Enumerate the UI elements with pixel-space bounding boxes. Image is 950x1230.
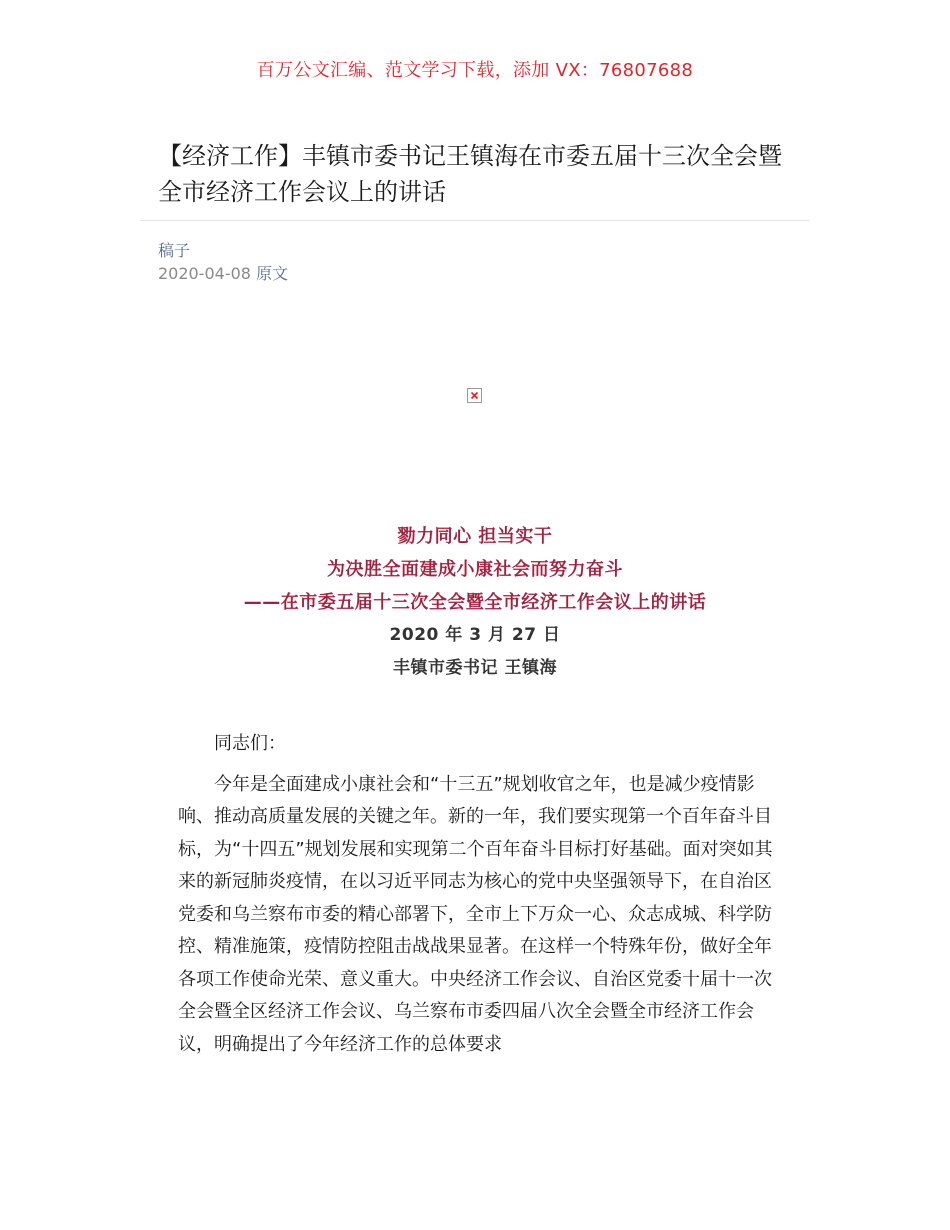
author-link[interactable]: 稿子 (158, 241, 191, 260)
dateline (158, 263, 288, 285)
article-body (178, 728, 774, 1069)
source-link[interactable]: 原文 (256, 264, 289, 283)
body-paragraph: 今年是全面建成小康社会和“十三五”规划收官之年，也是减少疫情影响、推动高质量发展的关键之年。新的一年，我们要实现第一个百年奋斗目标，为“十四五”规划发展和实现第二个百年奋斗目标打好基础。面对突如其来的新冠肺炎疫情，在以习近平同志为核心的党中央坚强领导下，在自治区党委和乌兰察布市委的精心部署下，全市上下万众一心、众志成城、科学防控、精准施策，疫情防控阻击战战果显著。在这样一个特殊年份，做好全年各项工作使命光荣、意义重大。中央经济工作会议、自治区党委十届十一次全会暨全区经济工作会议、乌兰察布市委四届八次全会暨全市经济工作会议，明确提出了今年经济工作的总体要求 (178, 773, 773, 1055)
publish-date: 2020-04-08 (158, 264, 251, 283)
heading-line-3: ——在市委五届十三次全会暨全市经济工作会议上的讲话 (243, 592, 707, 613)
heading-line-2: 为决胜全面建成小康社会而努力奋斗 (327, 559, 623, 580)
title-divider (140, 220, 810, 221)
heading-line-1: 勠力同心 担当实干 (397, 526, 553, 547)
article-title: 【经济工作】丰镇市委书记王镇海在市委五届十三次全会暨全市经济工作会议上的讲话 (158, 142, 782, 206)
broken-image-icon (467, 388, 482, 403)
speech-date: 2020 年 3 月 27 日 (389, 625, 561, 645)
speaker: 丰镇市委书记 王镇海 (393, 658, 557, 678)
speech-heading (0, 520, 950, 685)
promo-banner: 百万公文汇编、范文学习下载，添加 VX：76807688 (256, 60, 694, 81)
salutation: 同志们： (214, 733, 286, 754)
